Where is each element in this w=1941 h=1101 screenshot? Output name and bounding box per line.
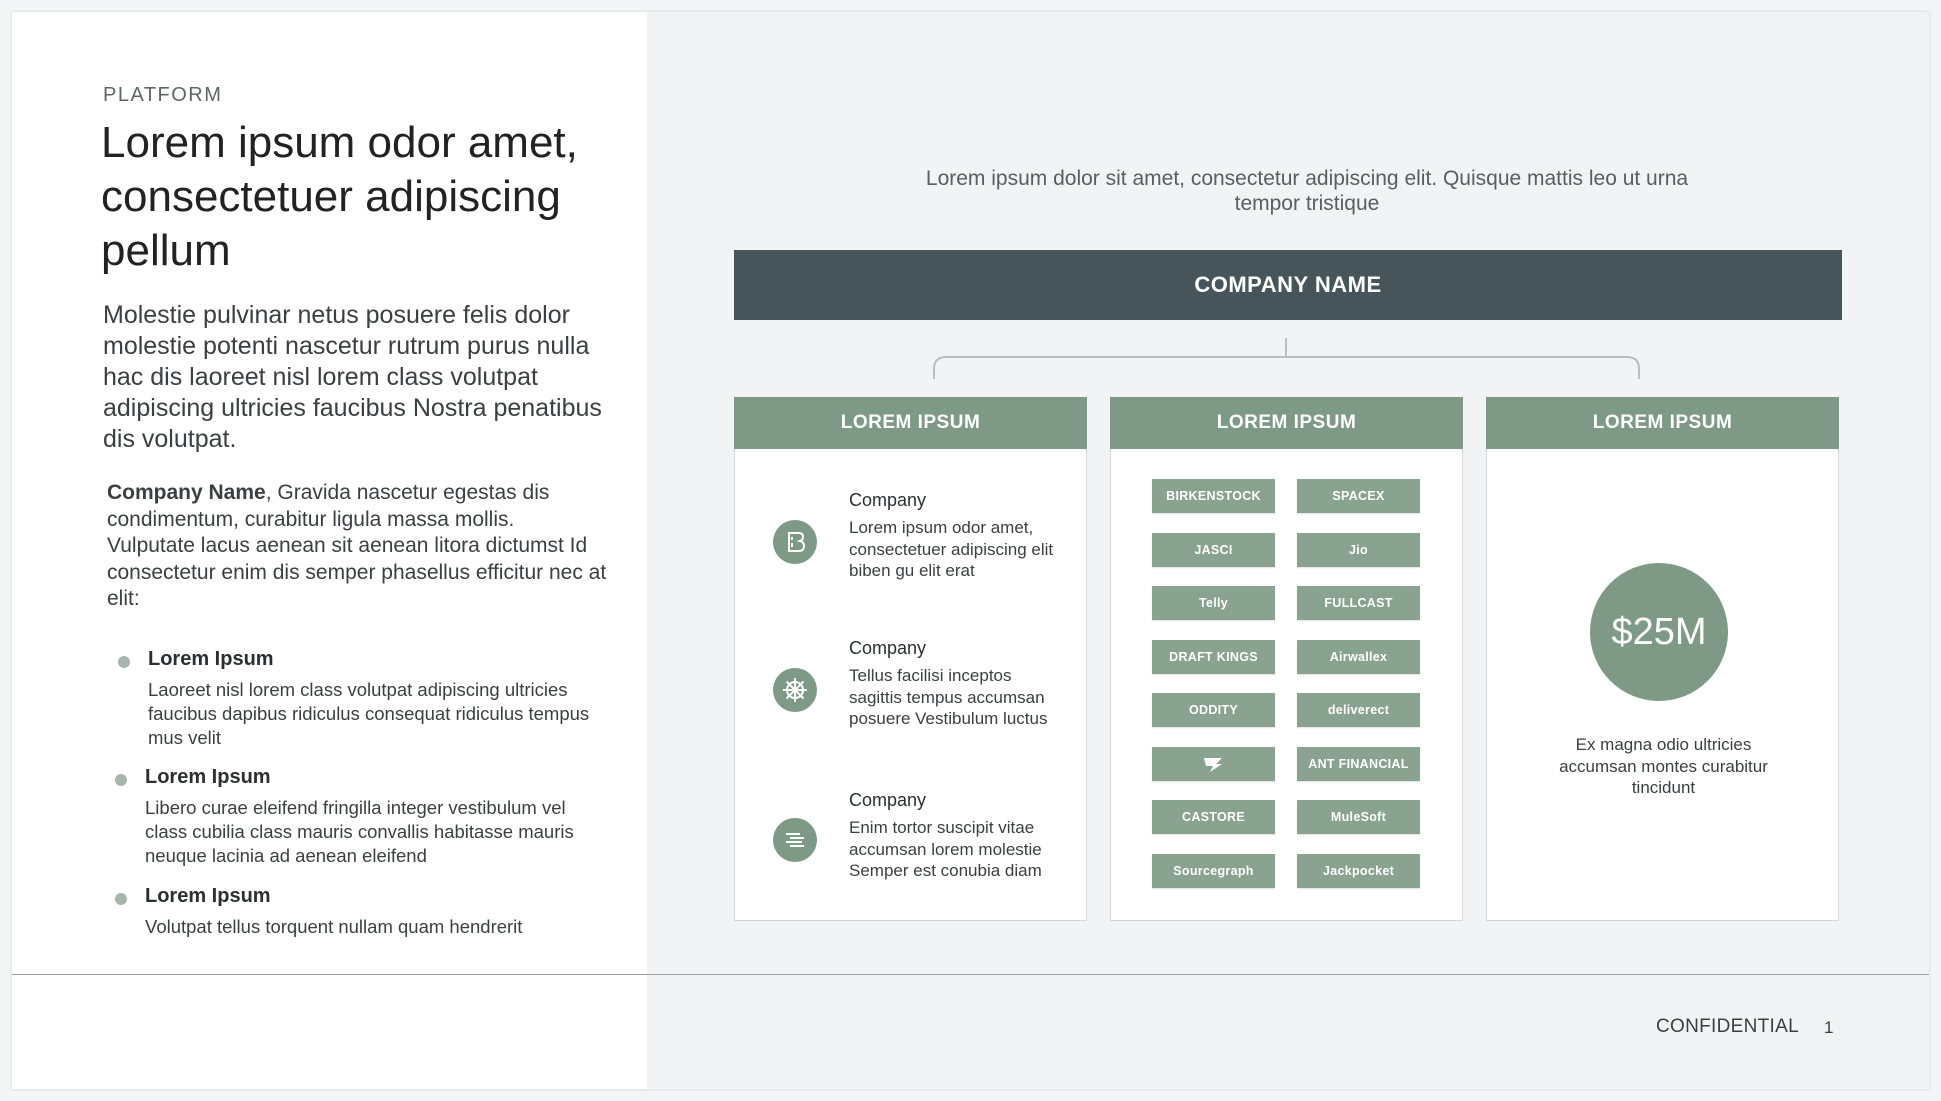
bullet-title: Lorem Ipsum: [148, 648, 274, 670]
org-connector-lines: [12, 12, 1929, 412]
logo-tile: ANT FINANCIAL: [1297, 747, 1420, 781]
section-eyebrow: PLATFORM: [103, 84, 223, 106]
logo-tile: Airwallex: [1297, 640, 1420, 674]
logo-tile: JASCI: [1152, 533, 1275, 567]
slide: [12, 12, 1929, 1089]
ledger-icon: [773, 520, 817, 564]
card-header: LOREM IPSUM: [1486, 397, 1839, 449]
bullet-dot: [118, 656, 130, 668]
bullet-text: Libero curae eleifend fringilla integer vestibulum vel class cubilia class mauris convallis habitasse mauris neuque lacinia ad aenean eleifend: [145, 797, 574, 866]
bullet-dot: [115, 774, 127, 786]
bullet-title: Lorem Ipsum: [145, 885, 271, 907]
speed-lines-icon: [773, 818, 817, 862]
lead-paragraph: Molestie pulvinar netus posuere felis dolor molestie potenti nascetur rutrum purus nulla hac dis laoreet nisl lorem class volutpat adipiscing ultricies faucibus Nostra penatibus dis volutpat.: [103, 301, 602, 453]
funding-amount-badge: $25M: [1590, 563, 1728, 701]
page-number: 1: [1824, 1018, 1834, 1037]
logo-tile: SPACEX: [1297, 479, 1420, 513]
funding-description: Ex magna odio ultricies accumsan montes curabitur tincidunt: [1559, 735, 1768, 797]
logo-tile: FULLCAST: [1297, 586, 1420, 620]
card-funding: [1486, 397, 1839, 921]
company-description-text: , Gravida nascetur egestas dis condimentum, curabitur ligula massa mollis. Vulputate lacus aenean sit aenean litora dictumst Id consectetur enim dis semper phasellus efficitur nec at elit:: [107, 481, 607, 610]
company-name: Company: [849, 638, 927, 658]
card-logos: [1110, 397, 1463, 921]
company-name-bold: Company Name: [107, 481, 266, 504]
logo-tile-mark: [1152, 747, 1275, 781]
bullet-text: Laoreet nisl lorem class volutpat adipiscing ultricies faucibus dapibus ridiculus consequat ridiculus tempus mus velit: [148, 679, 590, 748]
brand-mark-icon: [1152, 747, 1275, 781]
logo-tile: deliverect: [1297, 693, 1420, 727]
logo-tile: Sourcegraph: [1152, 854, 1275, 888]
bullet-title: Lorem Ipsum: [145, 766, 271, 788]
logo-tile: DRAFT KINGS: [1152, 640, 1275, 674]
page-title: Lorem ipsum odor amet, consectetuer adipiscing pellum: [101, 118, 578, 275]
company-name-bar: COMPANY NAME: [734, 250, 1842, 320]
logo-tile: CASTORE: [1152, 800, 1275, 834]
bullet-dot: [115, 893, 127, 905]
company-name: Company: [849, 490, 927, 510]
card-header: LOREM IPSUM: [734, 397, 1087, 449]
helm-icon: [773, 668, 817, 712]
company-text: Tellus facilisi inceptos sagittis tempus accumsan posuere Vestibulum luctus: [849, 666, 1048, 728]
logo-tile: Jackpocket: [1297, 854, 1420, 888]
footer-divider: [12, 974, 1929, 975]
company-name: Company: [849, 790, 927, 810]
card-companies: [734, 397, 1087, 921]
logo-tile: ODDITY: [1152, 693, 1275, 727]
confidential-label: CONFIDENTIAL: [1656, 1016, 1799, 1037]
company-description: [107, 480, 607, 613]
logo-tile: Telly: [1152, 586, 1275, 620]
bullet-text: Volutpat tellus torquent nullam quam hendrerit: [145, 916, 523, 937]
logo-tile: MuleSoft: [1297, 800, 1420, 834]
company-text: Lorem ipsum odor amet, consectetuer adipiscing elit biben gu elit erat: [849, 518, 1054, 580]
logo-tile: Jio: [1297, 533, 1420, 567]
logo-tile: BIRKENSTOCK: [1152, 479, 1275, 513]
chart-caption: Lorem ipsum dolor sit amet, consectetur adipiscing elit. Quisque mattis leo ut urna tempor tristique: [925, 167, 1689, 215]
company-text: Enim tortor suscipit vitae accumsan lorem molestie Semper est conubia diam: [849, 818, 1042, 880]
card-header: LOREM IPSUM: [1110, 397, 1463, 449]
